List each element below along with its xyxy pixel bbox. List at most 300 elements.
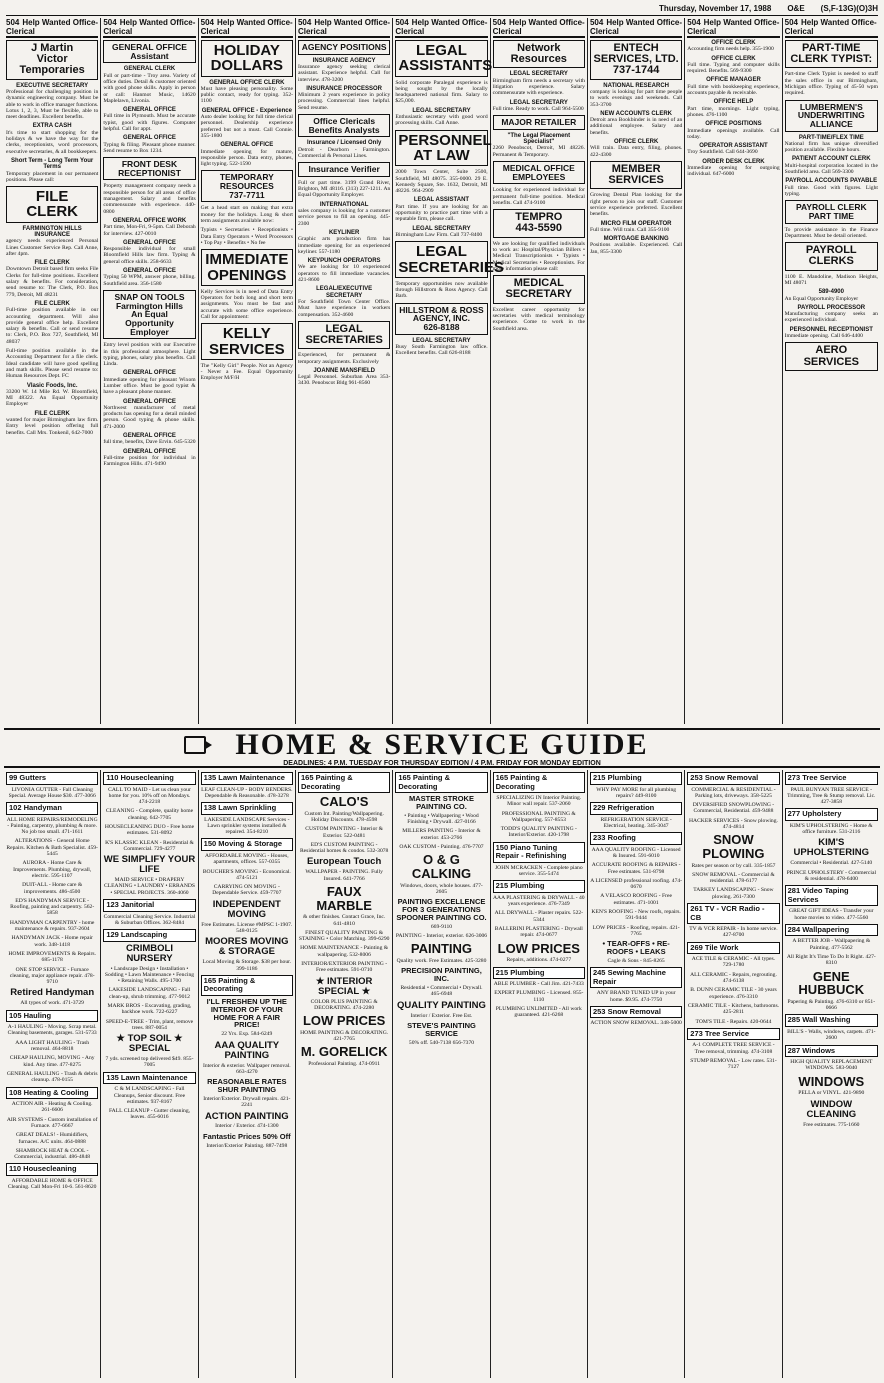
service-ad: ALL CERAMIC - Repairs, regrouting. 474-6138 (690, 971, 777, 985)
ad-body: Property management company needs a responsible person for all areas of office management. Salary and benefits commensurate with experience. 440-0800 (103, 183, 196, 215)
service-category: 245 Sewing Machine Repair (590, 967, 682, 988)
ad-body: wanted for major Birmingham law firm. Entry level position offering full benefits. Call Mrs. Tonkenil, 642-7000 (6, 417, 99, 436)
service-ad: HOME MAINTENANCE - Painting & wallpapering. 532-8006 (300, 945, 389, 958)
help-wanted-column (4, 18, 101, 724)
display-ad (395, 241, 504, 278)
classified-ad (103, 399, 195, 430)
ad-body: Growing Dental Plan looking for the right person to join our staff. Customer service experience preferred. Excellent benefits. (589, 192, 683, 218)
help-wanted-column (199, 18, 296, 724)
service-ad: LAKESIDE LANDSCAPE Services - Lawn sprinkler systems installed & repaired. 354-8210 (204, 816, 290, 836)
service-ad: ALTERATIONS - General Home Repairs. Kitchen & Bath Specialist. 459-5445 (6, 838, 98, 858)
service-display-ad: WE SIMPLIFY YOUR LIFE (103, 854, 196, 876)
ad-title: FILE CLERK (34, 260, 70, 267)
classified-ad (298, 140, 390, 159)
classified-ad (590, 192, 682, 217)
ad-body: 2000 Town Center, Suite 2500, Southfield, MI 48075. 355-0000. 29 E. Kennedy Square, Ste. 1632, Detroit, MI 48226. 964-2909 (395, 169, 488, 195)
service-category: 110 Housecleaning (6, 1163, 98, 1176)
ad-title: OPERATOR ASSISTANT (699, 143, 768, 150)
classified-ad (103, 107, 195, 132)
service-category: 105 Hauling (6, 1010, 98, 1023)
service-ad-detail: 22 Yrs. Exp. 584-6249 (221, 1031, 273, 1038)
help-wanted-column (491, 18, 588, 724)
banner-title: HOME & SERVICE GUIDE (235, 728, 649, 761)
ad-title: LEGAL/EXECUTIVE SECRETARY (316, 286, 373, 299)
display-ad-line: PART-TIME (802, 42, 861, 54)
ad-body: Immediate opening. Call 646-4400 (784, 332, 863, 339)
ad-title: OFFICE POSITIONS (705, 121, 762, 128)
display-ad-line: FRONT DESK (121, 159, 178, 170)
service-display-ad: INDEPENDENT MOVING (212, 898, 281, 920)
service-guide-column (101, 770, 198, 1378)
banner-deadlines: DEADLINES: 4 P.M. TUESDAY FOR THURSDAY EDITION / 4 P.M. FRIDAY FOR MONDAY EDITION (283, 760, 601, 767)
service-category: 215 Plumbing (590, 772, 682, 785)
classified-ad (298, 58, 390, 83)
display-ad-line: RESOURCES (219, 181, 274, 192)
service-ad-detail: Interior / Exterior. Free Est. (410, 1012, 473, 1019)
service-display-ad: ★ TOP SOIL ★ SPECIAL (116, 1033, 183, 1055)
ad-title: MICRO FILM OPERATOR (600, 220, 672, 227)
display-ad-line: SERVICES (209, 340, 285, 358)
ad-body: full time, benefits, Dave Ervin. 645-5320 (103, 439, 196, 446)
classified-ad (493, 71, 585, 96)
display-ad-line: PAYROLL (805, 244, 857, 257)
ad-title: GENERAL OFFICE (123, 107, 176, 114)
ad-title: 589-4900 (818, 289, 844, 296)
ad-title: PART-TIME/FLEX TIME (798, 134, 864, 141)
category-title: Help Wanted Office-Clerical (103, 18, 196, 36)
ad-title: OFFICE CLERK (711, 55, 756, 62)
display-ad (785, 342, 878, 370)
service-ad-detail: Repairs, additions. 474-0277 (506, 957, 572, 964)
classified-ad (395, 169, 487, 194)
service-category: 253 Snow Removal (590, 1006, 682, 1019)
ad-body: Multi-hospital corporation located in the Southfield area. Call 569-3300 (784, 162, 878, 176)
service-display-ad: PAINTING (410, 941, 473, 957)
service-ad: BILL'S - Walls, windows, carpets. 471-2600 (787, 1028, 876, 1042)
ad-title: NEW ACCOUNTS CLERK (600, 110, 673, 117)
service-ad: ED'S HANDYMAN SERVICE - Roofing, painting and carpentry. 562-5858 (10, 897, 95, 917)
display-ad (785, 242, 878, 270)
service-ad: HOUSECLEANING DUO - Free home estimates. 531-8092 (104, 823, 195, 837)
ad-body: Full-time position available in our accounting department. Will also provide general office help. Excellent salary & benefits. Call or send resume to: Clerk, P.O. Box 727, Southfield, MI 48037 (6, 307, 99, 345)
service-guide-column (685, 770, 782, 1378)
service-guide-column (199, 770, 296, 1378)
display-ad-line: RECEPTIONIST (118, 167, 181, 178)
service-ad-detail: MAID SERVICE • DRAPERY CLEANING • LAUNDRY • ERRANDS • SPECIAL PROJECTS. 360-4060 (103, 877, 196, 896)
ad-title: Vlasic Foods, Inc. (26, 382, 78, 389)
display-ad-line: CLERKS (808, 255, 854, 268)
service-category: 135 Lawn Maintenance (201, 772, 293, 785)
classified-ad (298, 368, 390, 387)
ad-title: JOANNE MANSFIELD (313, 367, 375, 374)
classified-ad (298, 258, 390, 283)
display-ad-line: Temporaries (19, 64, 85, 77)
classified-ad (493, 307, 585, 332)
ad-title: KEYPUNCH OPERATORS (307, 258, 381, 265)
ad-body: Downtown Detroit based firm seeks File Clerks for full-time positions. Excellent salary & benefits. For consideration, send resume to: The Clerk, P.O. Box 779, Detroit, MI 48231 (6, 266, 99, 298)
home-service-guide-banner (4, 728, 880, 768)
ad-body: Full-time position available in the Accounting Department for a file clerk. Ideal candidate will have good spelling and math skills. Please send resume to: Human Resources Dept. FC (6, 348, 99, 380)
display-ad-line: An Equal Opportunity Employer (125, 309, 174, 337)
display-ad-line: SECRETARIES (398, 258, 504, 276)
ad-title: GENERAL CLERK (123, 66, 176, 73)
classified-ad (687, 56, 779, 75)
service-ad: BOUCHER'S MOVING - Economical. 474-5121 (202, 868, 291, 881)
ad-title: FILE CLERK (34, 300, 70, 307)
service-display-ad: QUALITY PAINTING (397, 999, 486, 1011)
category-number: 504 (589, 18, 604, 27)
service-ad-detail: • Painting • Wallpapering • Wood Finishing • Drywall. 427-0166 (404, 812, 479, 826)
classified-ad (395, 197, 487, 222)
service-display-ad: GENE HUBBUCK (798, 968, 865, 998)
service-ad-detail: Interior / Exterior. 474-1300 (215, 1123, 279, 1130)
service-ad-detail: Residential • Commercial • Drywall. 465-6948 (400, 985, 483, 998)
category-number: 504 (103, 18, 117, 27)
ad-body: Full time. Will train. Call 355-9100 (589, 226, 670, 233)
classified-ad (395, 338, 487, 357)
service-ad: CARRYING ON MOVING - Dependable Service. 459-7707 (212, 884, 282, 897)
classified-ad (298, 180, 390, 199)
classified-ad (6, 260, 98, 298)
ad-body: To provide assistance in the Finance Department. Must be detail oriented. (784, 226, 878, 239)
service-ad: CALL TO MAID - Let us clean your home for you. 10% off on Mondays. 474-2218 (108, 786, 191, 806)
service-ad: LIVONIA GUTTER - Fall Cleaning Special. Average House $30. 477-3066 (8, 786, 96, 799)
display-ad (493, 161, 585, 184)
service-ad: A LICENSED professional roofing. 474-0670 (590, 877, 683, 891)
service-ad: A-1 COMPLETE TREE SERVICE - Tree removal, trimming. 474-3108 (692, 1042, 775, 1055)
ad-body: Full time in Plymouth. Must be accurate typist, good with figures. Computer helpful. Call for appt. (103, 113, 196, 132)
service-ad: ONE STOP SERVICE - Furnace cleaning, major appliance repair. 478-9710 (9, 966, 95, 986)
service-ad: TODD'S QUALITY PAINTING - Interior/Exterior. 420-1798 (500, 826, 577, 839)
display-ad (298, 114, 390, 137)
service-ad-detail: WALLPAPER - PAINTING. Fully Insured. 641-7766 (305, 869, 383, 882)
display-ad-line: CLERK (26, 203, 78, 221)
classified-ad (201, 227, 293, 246)
ad-body: Part time, Mon-Fri, 9-5pm. Call Deborah for interview. 427-0010 (103, 224, 196, 237)
display-ad-line: Resources (510, 53, 567, 66)
display-ad (298, 321, 390, 349)
service-ad-detail: 669-9110 (430, 923, 453, 930)
ad-title: INSURANCE AGENCY (312, 57, 376, 64)
ad-body: 2260 Penobscot, Detroit, MI 48226. Permanent & Temporary. (492, 145, 585, 158)
ad-title: OFFICE CLERK (613, 139, 659, 146)
display-ad (298, 40, 390, 55)
service-ad: ABLE PLUMBER - Call Jim. 421-7433 (493, 981, 584, 988)
classified-ad (103, 449, 195, 468)
ad-title: PAYROLL ACCOUNTS PAYABLE (785, 178, 878, 185)
display-ad (103, 157, 195, 180)
display-ad-line: MEDICAL OFFICE (502, 163, 575, 174)
ad-body: Positions available. Experienced. Call Jan, 855-3300 (589, 242, 683, 255)
service-ad-detail: & other finishes. Contact Grace, Inc. 641-4810 (302, 914, 386, 927)
classified-ad (785, 274, 878, 287)
service-ad-detail: • Landscape Design • Installation • Sodding • Lawn Maintenance • Fencing • Retaining Walls. 495-1700 (104, 965, 195, 985)
service-ad-detail: PELLA or VINYL. 421-9890 (798, 1090, 865, 1097)
ad-title: "The Legal Placement Specialist" (507, 132, 571, 146)
service-ad-detail: Cagle & Sons - 845-8265 (607, 958, 665, 964)
column-heading (590, 18, 682, 38)
display-ad (103, 290, 195, 339)
display-ad (395, 40, 493, 77)
service-ad: DIVERSIFIED SNOWPLOWING - Commercial, Residential. 459-9488 (692, 802, 775, 815)
service-category: 285 Wall Washing (785, 1014, 878, 1027)
display-ad-line: DOLLARS (210, 57, 284, 75)
page-section: O&E (787, 4, 805, 13)
service-ad: WHY PAY MORE for all plumbing repairs? 449-8100 (596, 786, 677, 799)
ad-body: Insurance agency seeking clerical assistant. Experience helpful. Call for interview. 478-3200 (297, 63, 391, 83)
display-ad-line: J Martin (31, 42, 74, 54)
classified-ad (298, 230, 390, 255)
service-ad: SPECIALIZING IN Interior Painting. Minor wall repair. 537-2060 (496, 795, 582, 808)
classified-ad (103, 218, 195, 237)
service-category: 287 Windows (785, 1045, 878, 1058)
display-ad-line: LEGAL (416, 243, 467, 261)
service-display-ad: Fantastic Prices 50% Off (203, 1131, 291, 1141)
service-ad: KEN'S ROOFING - New roofs, repairs. 591-9444 (591, 909, 681, 922)
display-ad-line: OPENINGS (207, 266, 287, 284)
display-ad-line: AT LAW (413, 146, 470, 164)
category-title: Help Wanted Office-Clerical (200, 18, 293, 36)
display-ad (785, 200, 878, 223)
category-number: 504 (395, 18, 409, 27)
classified-ad (493, 241, 585, 272)
ad-title: EXECUTIVE SECRETARY (16, 82, 89, 89)
classified-ad (103, 240, 195, 265)
service-ad: B. DUNN CERAMIC TILE - 30 years experience. 476-3310 (690, 987, 777, 1000)
classified-ad (590, 221, 682, 234)
column-heading (493, 18, 585, 38)
display-ad-line: GENERAL OFFICE (112, 42, 187, 52)
classified-ad (687, 121, 779, 140)
display-ad-line: IMMEDIATE (205, 251, 289, 269)
service-display-ad: O & G CALKING (411, 852, 472, 881)
classified-ad (687, 77, 779, 96)
display-ad (785, 40, 878, 68)
ad-body: An Equal Opportunity Employer (784, 295, 859, 302)
ad-body: Northwest manufacturer of metal products has opening for a detail minded person. Good typing & phone skills. 471-2000 (103, 404, 196, 430)
classified-ad (590, 236, 682, 255)
classified-ad (201, 108, 293, 139)
service-category: 108 Heating & Cooling (6, 1087, 98, 1100)
service-category: 138 Lawn Sprinkling (201, 802, 293, 815)
ad-body: Looking for experienced individual for permanent full-time position. Medical benefits. Call 474-9100 (492, 187, 585, 206)
service-ad: PRINCE UPHOLSTERY - Commercial & residential. 478-6400 (786, 869, 877, 883)
ad-title: OFFICE HELP (713, 99, 754, 106)
column-heading (298, 18, 390, 38)
service-category: 99 Gutters (6, 772, 98, 785)
ad-title: LEGAL ASSISTANT (413, 197, 470, 204)
column-heading (201, 18, 293, 38)
classified-ad (6, 348, 98, 379)
classified-ad (785, 305, 878, 324)
ad-body: It's time to start shopping for the holidays & we have the way for the clerks, receptionists, word processors, executive secretaries, & all bookkeepers. (6, 129, 99, 155)
display-ad-line: MAJOR RETAILER (501, 117, 577, 128)
ad-title: KEYLINER (328, 229, 360, 236)
ad-body: For Southfield Town Center Office. Must have experience in workers compensation. 352-4600 (297, 298, 391, 318)
ad-title: GENERAL OFFICE - Experience (201, 107, 292, 114)
classified-ad (493, 187, 585, 206)
ad-body: Immediate openings available. Call today. (687, 127, 780, 140)
ad-body: Immediate opening for mature, responsible person. Data entry, phones, light typing. 522-1590 (200, 148, 293, 168)
classified-ad (201, 205, 293, 224)
ad-title: EXTRA CASH (32, 123, 72, 130)
service-ad: INTERIOR/EXTERIOR PAINTING - Free estimates. 591-0710 (301, 961, 388, 974)
classified-ad (785, 135, 878, 154)
service-category: 253 Snow Removal (687, 772, 779, 785)
ad-body: Detroit - Dearborn - Farmington. Commercial & Personal Lines. (297, 146, 391, 159)
display-ad (298, 162, 390, 177)
classified-ad (103, 183, 195, 214)
ad-title: GENERAL OFFICE WORK (112, 217, 187, 224)
classified-ad (687, 40, 779, 53)
display-ad (201, 323, 293, 360)
service-display-ad: FAUX MARBLE (316, 883, 372, 913)
display-ad-line: AGENCY POSITIONS (301, 42, 387, 52)
classified-ad (395, 226, 487, 239)
service-display-ad: CRIMBOLI NURSERY (126, 942, 173, 964)
display-ad-line: PAYROLL CLERK (795, 202, 867, 213)
service-ad: AFFORDABLE MOVING - Houses, apartments, offices. 557-0355 (205, 852, 289, 866)
display-ad (395, 130, 492, 167)
service-display-ad: MOORES MOVING & STORAGE (205, 936, 289, 958)
service-ad: ACCURATE ROOFING & REPAIRS - Free estimates. 531-8798 (591, 862, 681, 875)
display-ad (103, 40, 195, 63)
service-ad: A BETTER JOB - Wallpapering & Painting. 477-5562 (792, 938, 871, 951)
ad-body: Immediate opening for outgoing individual. 647-6000 (687, 165, 780, 178)
service-ad: HANDYMAN JACK - Home repair work. 348-1418 (11, 935, 93, 948)
ad-body: Enthusiastic secretary with good word processing skills. Call Anne. (395, 114, 488, 127)
service-ad: A-1 HAULING - Moving. Scrap metal. Cleaning basements, garages. 531-5733 (7, 1024, 97, 1037)
ad-title: LEGAL SECRETARY (509, 71, 568, 78)
ad-title: OFFICE MANAGER (706, 77, 761, 84)
ad-body: We are looking for 10 experienced operators to fill immediate vacancies. 421-8600 (297, 264, 391, 284)
service-category: 229 Refrigeration (590, 802, 682, 815)
ad-body: Must have pleasing personality. Some public contact, ready for typing. 352-1100 (200, 85, 293, 105)
service-category: 165 Painting & Decorating (395, 772, 487, 793)
help-wanted-column (685, 18, 782, 724)
service-ad: PAUL BUNYAN TREE SERVICE - Trimming, Tree & Stump removal. Lic. 427-3858 (787, 786, 876, 806)
display-ad-line: ALLIANCE (809, 118, 853, 129)
classified-ad (6, 83, 98, 121)
service-display-ad: PAINTING EXCELLENCE FOR 3 GENERATIONS SPOONER PAINTING CO. (396, 897, 487, 922)
display-ad-line: PERSONNEL (398, 131, 492, 149)
classified-ad (298, 202, 390, 227)
ad-body: Entry level position with our Executive in this professional atmosphere. Light typing, phones, salary plus benefits. Call Linda. (103, 342, 196, 368)
column-heading (6, 18, 98, 38)
classified-ad (395, 108, 487, 127)
classified-ad (103, 433, 195, 446)
service-ad-detail: Interior/Exterior Painting. 887-7498 (206, 1142, 288, 1149)
service-ad-detail: Free estimates. 775-1660 (803, 1121, 860, 1128)
category-number: 504 (297, 18, 312, 27)
ad-title: LEGAL SECRETARY (509, 99, 568, 106)
ad-body: Full or part time. 3199 Grand River, Brighton, MI 48116. (313) 227-1211. An Equal Opportunity Employer. (297, 179, 391, 199)
help-wanted-column (588, 18, 685, 724)
service-ad: EXPERT PLUMBING - Licensed. 855-1110 (494, 990, 584, 1003)
ad-title: GENERAL OFFICE (123, 239, 176, 246)
service-ad: LEAF CLEAN-UP - BODY BENDERS. Dependable & Reasonable. 478-3278 (201, 786, 293, 799)
classified-ad (590, 139, 682, 158)
ad-title: OFFICE CLERK (711, 40, 756, 46)
service-ad-detail: Interior/Exterior. Drywall repairs. 421-2241 (203, 1095, 291, 1109)
service-ad: TOM'S TILE - Repairs. 420-0644 (695, 1018, 772, 1025)
ad-body: Part time. If you are looking for an opportunity to practice part time with a reputable firm, please call. (395, 203, 488, 223)
classified-ad (6, 123, 98, 154)
service-guide-column (4, 770, 101, 1378)
classified-ad (785, 289, 878, 302)
classified-ad (6, 301, 98, 345)
display-ad-line: SECRETARIES (305, 334, 383, 347)
service-category: 273 Tree Service (785, 772, 878, 785)
service-ad: ALL DRYWALL - Plaster repairs. 522-5344 (494, 910, 584, 923)
display-ad-line: 626-8188 (423, 322, 460, 333)
service-guide-column (588, 770, 685, 1378)
display-ad (201, 170, 293, 202)
classified-ad (785, 327, 878, 340)
display-ad-line: Assistant (130, 50, 169, 61)
service-ad: All Right It's Time To Do It Right. 427-8310 (786, 954, 876, 967)
service-ad: K'S KLASSIC KLEAN - Residential & Commercial. 729-4277 (105, 839, 194, 852)
service-ad-detail: Local Moving & Storage. $38 per hour. 399-1186 (202, 959, 292, 972)
ad-body: Will train. Data entry, filing, phones. 422-4300 (589, 145, 683, 158)
ad-body: sales company is looking for a customer service person to fill an opening. 445-2300 (297, 208, 391, 227)
display-ad-line: 737-7711 (229, 189, 265, 200)
service-ad: CERAMIC TILE - Kitchens, bathrooms. 425-2811 (687, 1002, 780, 1016)
ad-title: INTERNATIONAL (319, 201, 369, 208)
ad-title: GENERAL OFFICE (123, 268, 176, 275)
service-ad: GREAT DEALS! - Humidifiers, furnaces. A/C units. 464-0888 (16, 1132, 89, 1145)
ad-body: Typing 50 WPM, answer phone, billing. Southfield area. 356-1580 (103, 274, 196, 287)
display-ad-line: Office Clericals (313, 116, 376, 127)
service-display-ad: STEVE'S PAINTING SERVICE (407, 1020, 476, 1038)
ad-body: National firm has unique diversified position available. Flexible hours. (784, 140, 878, 154)
service-category: 261 TV - VCR Radio - CB (687, 903, 779, 924)
classified-ad (493, 100, 585, 113)
ad-body: Minimum 2 years experience in policy processing. Commercial lines helpful. Send resume. (297, 92, 391, 111)
service-display-ad: European Touch (307, 856, 382, 868)
classified-ad (103, 342, 195, 367)
ad-body: Full time. Good with figures. Light typing. (784, 184, 878, 197)
service-ad: KIM'S UPHOLSTERING - Home & office furniture. 531-2116 (789, 822, 873, 836)
display-ad-line: AERO SERVICES (803, 344, 859, 368)
service-ad: HACKER SERVICES - Snow plowing. 474-4814 (689, 817, 778, 830)
category-number: 504 (200, 18, 215, 27)
classified-ad (785, 178, 878, 197)
ad-body: Get a head start on making that extra money for the holidays. Long & short term assignments available now: (200, 205, 293, 225)
display-ad (493, 115, 585, 130)
service-ad: MARK BROS - Excavating, grading, backhoe work. 722-6227 (107, 1003, 192, 1016)
category-number: 504 (687, 18, 701, 27)
display-ad (493, 40, 585, 68)
ad-body: Legal Personnel. Suburban Area 353-3430. Penobscot Bldg 961-8560 (297, 374, 391, 387)
service-ad-detail: COLOR PLUS PAINTING & DECORATING. 474-2280 (310, 998, 378, 1011)
service-ad-detail: Rates per season or by call. 335-1857 (691, 862, 776, 869)
display-ad (590, 40, 682, 80)
ad-title: GENERAL OFFICE (123, 433, 176, 440)
display-ad (6, 186, 98, 223)
display-ad (201, 40, 293, 77)
page-header (6, 4, 878, 16)
ad-body: Part time, mornings. Light typing, phones. 476-1100 (687, 105, 780, 118)
service-category: 123 Janitorial (103, 899, 195, 912)
category-title: Help Wanted Office-Clerical (784, 18, 877, 36)
ad-body: Typists • Secretaries • Receptionists • Data Entry Operators • Word Processors • Top Pay • Benefits • No fee (200, 227, 293, 246)
service-ad: ANY BRAND TUNED UP in your home. $9.95. 474-7750 (596, 990, 676, 1003)
service-category: 277 Upholstery (785, 808, 878, 821)
service-display-ad: MASTER STROKE PAINTING CO. (408, 794, 474, 811)
service-ad: AAA PLASTERING & DRYWALL - 40 years experience. 476-7349 (492, 894, 585, 908)
display-ad-line: SERVICES (608, 174, 664, 187)
